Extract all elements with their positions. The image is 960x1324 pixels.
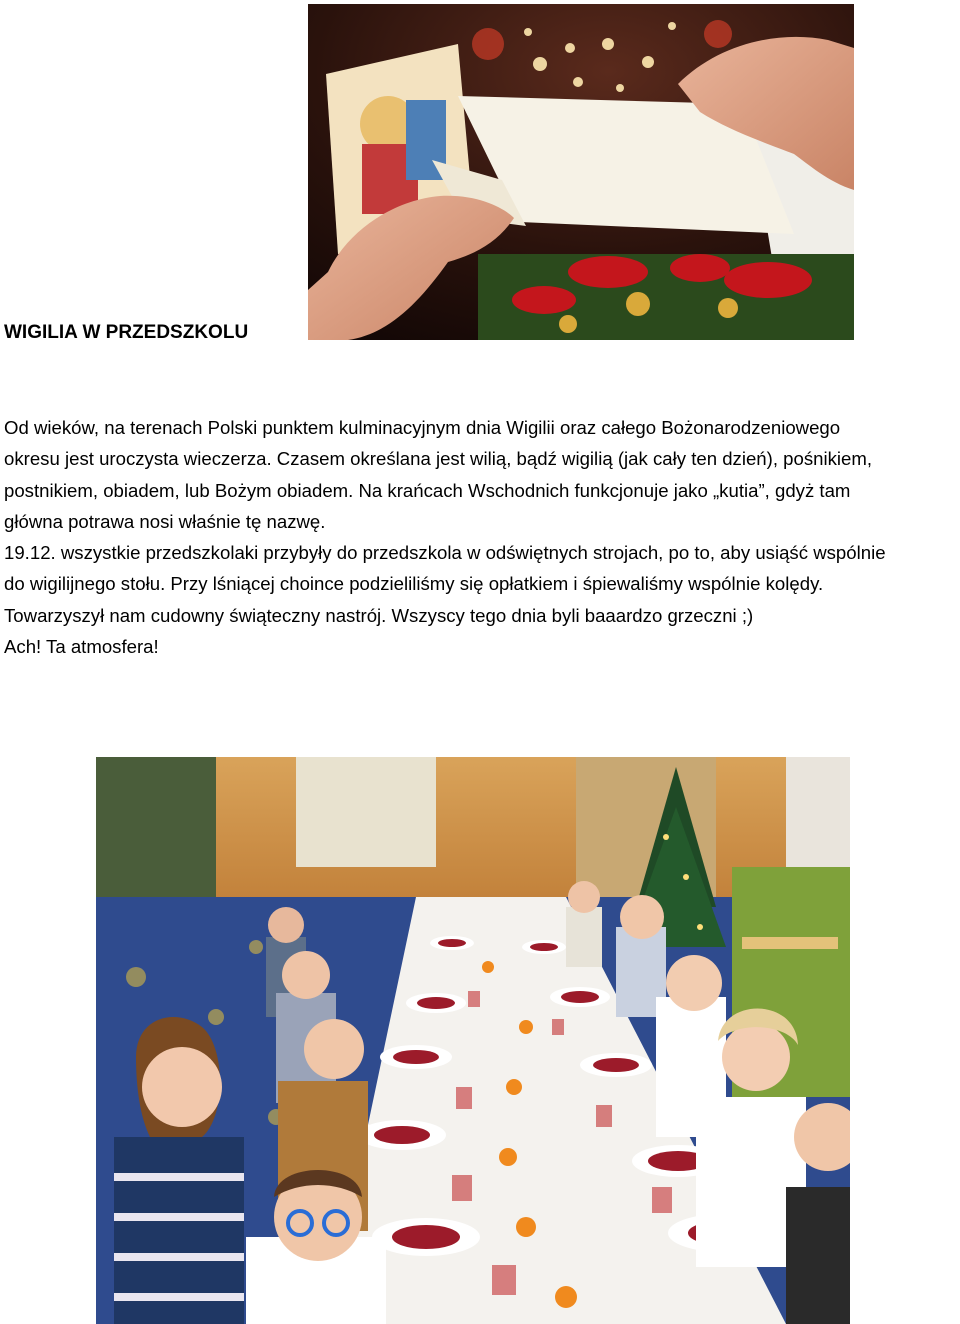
paragraph-line: Ach! Ta atmosfera!	[4, 636, 159, 658]
paragraph-line: Od wieków, na terenach Polski punktem kulminacyjnym dnia Wigilii oraz całego Bożonarodzeniowego	[4, 417, 841, 438]
wigilia-table-photo	[96, 757, 850, 1324]
paragraph-line: Towarzyszył nam cudowny świąteczny nastrój. Wszyscy tego dnia byli baaardzo grzeczni ;)	[4, 604, 754, 626]
paragraph-line: główna potrawa nosi właśnie tę nazwę.	[4, 510, 326, 532]
oplatek-photo	[308, 4, 854, 340]
body-text	[4, 412, 960, 662]
paragraph-line: postnikiem, obiadem, lub Bożym obiadem. Na krańcach Wschodnich funkcjonuje jako „kutia”, gdyż tam	[4, 479, 851, 501]
document-title: WIGILIA W PRZEDSZKOLU	[4, 322, 249, 343]
paragraph-line: 19.12. wszystkie przedszkolaki przybyły do przedszkola w odświętnych strojach, po to, aby usiąść wspólnie	[4, 542, 886, 564]
paragraph-line: do wigilijnego stołu. Przy lśniącej choince podzieliliśmy się opłatkiem i śpiewaliśmy wspólnie kolędy.	[4, 573, 824, 595]
paragraph-line: okresu jest uroczysta wieczerza. Czasem określana jest wilią, bądź wigilią (jak cały ten dzień), pośnikiem,	[4, 448, 873, 470]
